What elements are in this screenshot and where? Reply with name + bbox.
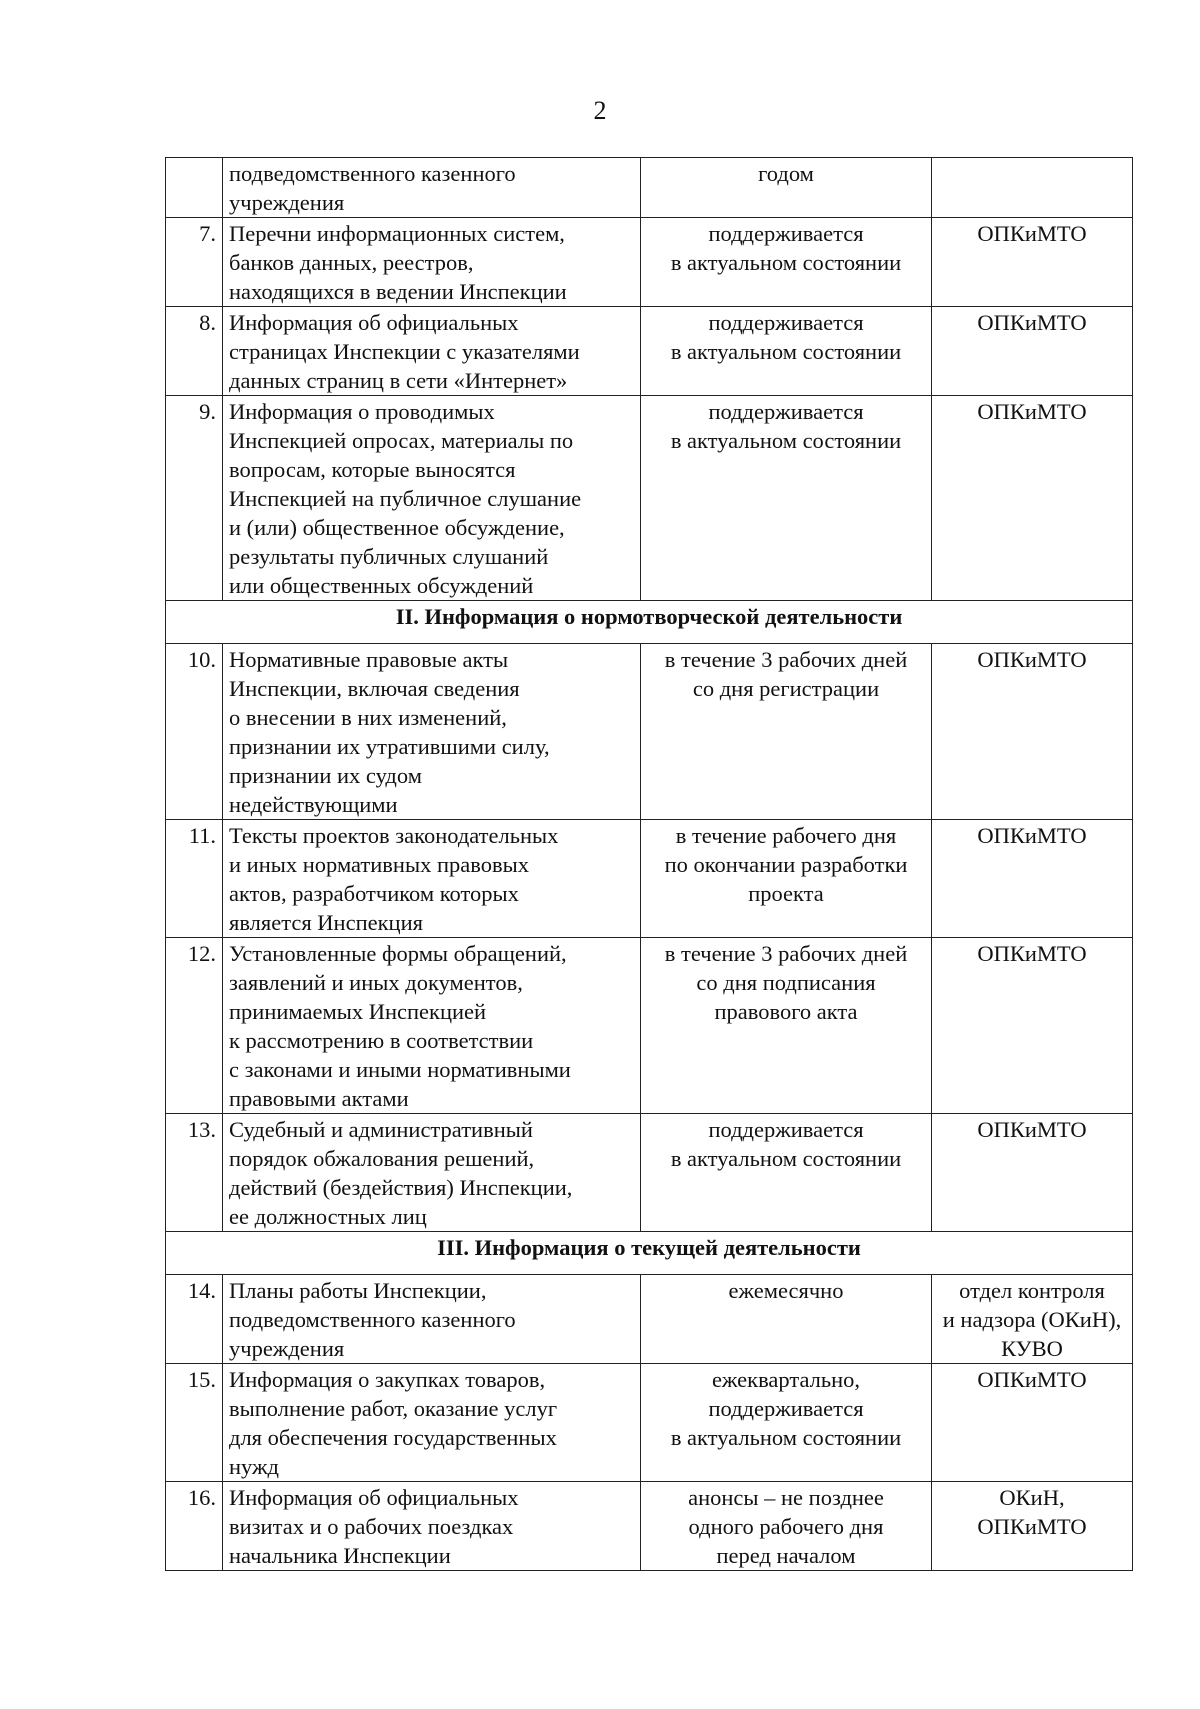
cell-line: результаты публичных слушаний	[229, 544, 549, 569]
info-cell	[223, 1114, 641, 1232]
cell-line: поддерживается	[708, 399, 864, 424]
term-cell	[641, 820, 932, 938]
table-body	[166, 158, 1133, 1571]
cell-line: Инспекцией на публичное слушание	[229, 486, 582, 511]
cell-line: Информация о проводимых	[229, 399, 495, 424]
section-header-row	[166, 601, 1133, 644]
table-row	[166, 396, 1133, 601]
term-cell	[641, 307, 932, 396]
info-cell	[223, 938, 641, 1114]
cell-line: находящихся в ведении Инспекции	[229, 279, 567, 304]
responsible-cell	[932, 396, 1133, 601]
info-cell	[223, 307, 641, 396]
responsible-cell	[932, 1482, 1133, 1571]
row-number: 9.	[166, 396, 223, 601]
cell-line: нужд	[229, 1454, 279, 1479]
table-row	[166, 1364, 1133, 1482]
info-cell	[223, 1275, 641, 1364]
cell-line: учреждения	[229, 190, 345, 215]
cell-line: ежемесячно	[728, 1278, 844, 1303]
cell-line: признании их утратившими силу,	[229, 734, 550, 759]
cell-line: в течение 3 рабочих дней	[664, 941, 908, 966]
cell-line: действий (бездействия) Инспекции,	[229, 1175, 573, 1200]
term-cell	[641, 1364, 932, 1482]
cell-line: Планы работы Инспекции,	[229, 1278, 487, 1303]
cell-line: принимаемых Инспекцией	[229, 999, 487, 1024]
cell-line: признании их судом	[229, 763, 422, 788]
page-number: 2	[593, 96, 607, 125]
row-number: 12.	[166, 938, 223, 1114]
cell-line: к рассмотрению в соответствии	[229, 1028, 534, 1053]
cell-line: КУВО	[1001, 1336, 1063, 1361]
table-row	[166, 938, 1133, 1114]
cell-line: Инспекции, включая сведения	[229, 676, 520, 701]
cell-line: в актуальном состоянии	[670, 250, 902, 275]
responsible-cell	[932, 1114, 1133, 1232]
term-cell	[641, 938, 932, 1114]
table-row	[166, 820, 1133, 938]
cell-line: поддерживается	[708, 1396, 864, 1421]
cell-line: Информация о закупках товаров,	[229, 1367, 546, 1392]
cell-line: начальника Инспекции	[229, 1543, 451, 1568]
term-cell	[641, 644, 932, 820]
cell-line: ОПКиМТО	[977, 399, 1087, 424]
info-cell	[223, 644, 641, 820]
cell-line: в актуальном состоянии	[670, 428, 902, 453]
cell-line: Установленные формы обращений,	[229, 941, 567, 966]
responsible-cell	[932, 307, 1133, 396]
cell-line: ОПКиМТО	[977, 1367, 1087, 1392]
cell-line: в течение рабочего дня	[675, 823, 897, 848]
info-cell	[223, 218, 641, 307]
cell-line: визитах и о рабочих поездках	[229, 1514, 514, 1539]
cell-line: Судебный и административный	[229, 1117, 533, 1142]
table-row	[166, 307, 1133, 396]
row-number: 7.	[166, 218, 223, 307]
row-number: 16.	[166, 1482, 223, 1571]
responsible-cell	[932, 820, 1133, 938]
section-header-row	[166, 1232, 1133, 1275]
term-cell	[641, 158, 932, 218]
responsible-cell	[932, 218, 1133, 307]
cell-line: ОКиН,	[999, 1485, 1065, 1510]
cell-line: с законами и иными нормативными	[229, 1057, 571, 1082]
responsible-cell	[932, 158, 1133, 218]
cell-line: ее должностных лиц	[229, 1204, 427, 1229]
row-number	[166, 158, 223, 218]
cell-line: подведомственного казенного	[229, 1307, 516, 1332]
table-row	[166, 1482, 1133, 1571]
responsible-cell	[932, 938, 1133, 1114]
cell-line: ОПКиМТО	[977, 1117, 1087, 1142]
cell-line: является Инспекция	[229, 910, 423, 935]
cell-line: поддерживается	[708, 221, 864, 246]
cell-line: отдел контроля	[959, 1278, 1105, 1303]
cell-line: в актуальном состоянии	[670, 1146, 902, 1171]
cell-line: или общественных обсуждений	[229, 573, 534, 598]
cell-line: актов, разработчиком которых	[229, 881, 519, 906]
cell-line: страницах Инспекции с указателями	[229, 339, 580, 364]
section-title: III. Информация о текущей деятельности	[166, 1232, 1133, 1275]
table-row	[166, 1275, 1133, 1364]
row-number: 8.	[166, 307, 223, 396]
cell-line: ОПКиМТО	[977, 1514, 1087, 1539]
table-row	[166, 158, 1133, 218]
cell-line: со дня регистрации	[692, 676, 880, 701]
term-cell	[641, 1114, 932, 1232]
cell-line: выполнение работ, оказание услуг	[229, 1396, 558, 1421]
term-cell	[641, 1482, 932, 1571]
cell-line: и (или) общественное обсуждение,	[229, 515, 565, 540]
row-number: 10.	[166, 644, 223, 820]
cell-line: в актуальном состоянии	[670, 339, 902, 364]
cell-line: поддерживается	[708, 1117, 864, 1142]
cell-line: о внесении в них изменений,	[229, 705, 507, 730]
term-cell	[641, 218, 932, 307]
cell-line: вопросам, которые выносятся	[229, 457, 516, 482]
term-cell	[641, 396, 932, 601]
cell-line: одного рабочего дня	[688, 1514, 884, 1539]
table-row	[166, 218, 1133, 307]
cell-line: правовыми актами	[229, 1086, 409, 1111]
cell-line: ОПКиМТО	[977, 823, 1087, 848]
cell-line: и надзора (ОКиН),	[942, 1307, 1122, 1332]
cell-line: проекта	[748, 881, 824, 906]
cell-line: перед началом	[716, 1543, 856, 1568]
table-row	[166, 1114, 1133, 1232]
cell-line: ОПКиМТО	[977, 221, 1087, 246]
cell-line: для обеспечения государственных	[229, 1425, 557, 1450]
cell-line: анонсы – не позднее	[688, 1485, 884, 1510]
cell-line: правового акта	[714, 999, 858, 1024]
cell-line: подведомственного казенного	[229, 161, 516, 186]
table-row	[166, 644, 1133, 820]
cell-line: поддерживается	[708, 310, 864, 335]
cell-line: Информация об официальных	[229, 1485, 519, 1510]
cell-line: учреждения	[229, 1336, 345, 1361]
cell-line: со дня подписания	[696, 970, 876, 995]
cell-line: Нормативные правовые акты	[229, 647, 509, 672]
cell-line: ежеквартально,	[711, 1367, 861, 1392]
row-number: 15.	[166, 1364, 223, 1482]
cell-line: порядок обжалования решений,	[229, 1146, 535, 1171]
row-number: 13.	[166, 1114, 223, 1232]
responsible-cell	[932, 1364, 1133, 1482]
info-cell	[223, 1364, 641, 1482]
cell-line: Тексты проектов законодательных	[229, 823, 559, 848]
term-cell	[641, 1275, 932, 1364]
cell-line: в актуальном состоянии	[670, 1425, 902, 1450]
cell-line: и иных нормативных правовых	[229, 852, 529, 877]
cell-line: ОПКиМТО	[977, 941, 1087, 966]
info-cell	[223, 820, 641, 938]
cell-line: годом	[758, 161, 814, 186]
info-cell	[223, 396, 641, 601]
row-number: 11.	[166, 820, 223, 938]
cell-line: недействующими	[229, 792, 398, 817]
cell-line: данных страниц в сети «Интернет»	[229, 368, 568, 393]
section-title: II. Информация о нормотворческой деятельности	[166, 601, 1133, 644]
responsible-cell	[932, 644, 1133, 820]
responsible-cell	[932, 1275, 1133, 1364]
cell-line: банков данных, реестров,	[229, 250, 474, 275]
cell-line: Инспекцией опросах, материалы по	[229, 428, 574, 453]
info-cell	[223, 1482, 641, 1571]
cell-line: Информация об официальных	[229, 310, 519, 335]
cell-line: ОПКиМТО	[977, 310, 1087, 335]
document-table	[165, 157, 1133, 1571]
cell-line: ОПКиМТО	[977, 647, 1087, 672]
cell-line: Перечни информационных систем,	[229, 221, 565, 246]
row-number: 14.	[166, 1275, 223, 1364]
cell-line: заявлений и иных документов,	[229, 970, 523, 995]
info-cell	[223, 158, 641, 218]
cell-line: по окончании разработки	[664, 852, 908, 877]
cell-line: в течение 3 рабочих дней	[664, 647, 908, 672]
